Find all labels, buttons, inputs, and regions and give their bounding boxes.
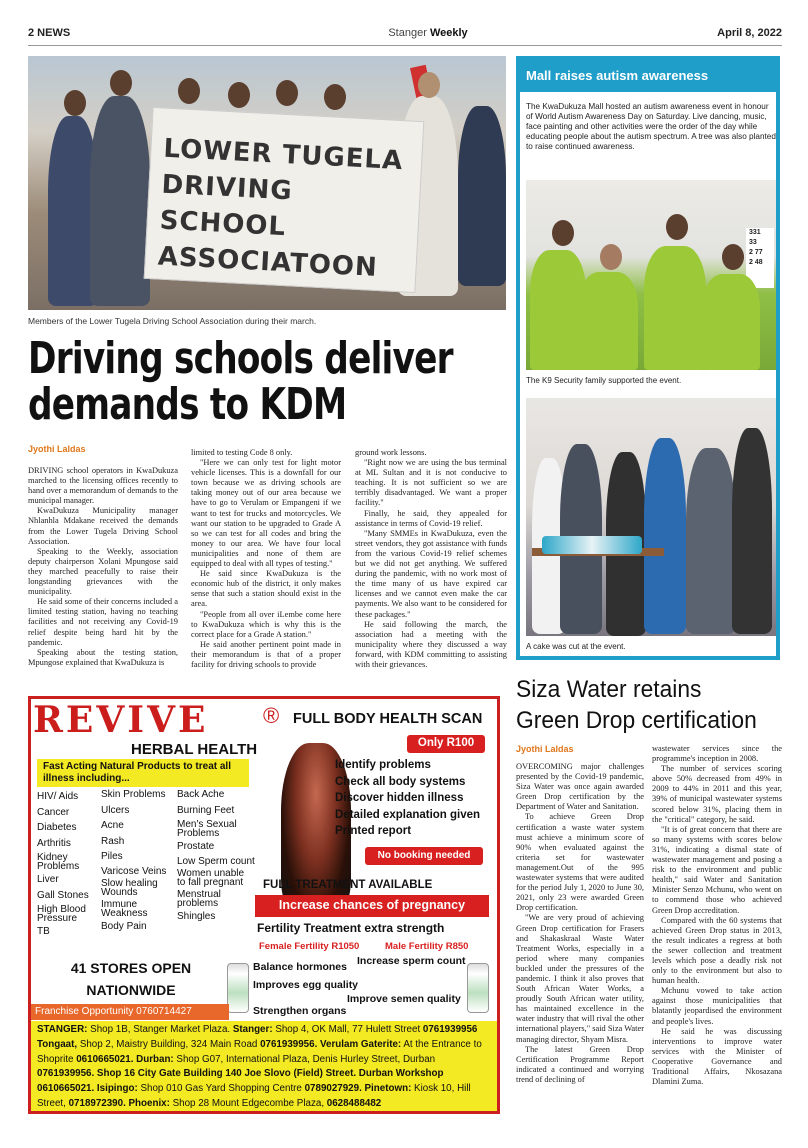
protest-banner bbox=[144, 107, 425, 293]
condition-item: HIV/ Aids bbox=[37, 791, 79, 802]
paragraph: wastewater services since the programme's inception in 2008. bbox=[652, 744, 782, 764]
fast-acting-banner: Fast Acting Natural Products to treat all illness including... bbox=[37, 759, 249, 787]
scan-benefit: Identify problems bbox=[335, 759, 431, 771]
condition-item: Low Sperm count bbox=[177, 855, 255, 867]
address-text: At the Entrance to Shoprite bbox=[37, 1038, 482, 1065]
marcher bbox=[90, 96, 150, 306]
condition-item: Men's Sexual Problems bbox=[177, 819, 237, 839]
condition-item: Prostate bbox=[177, 841, 215, 852]
siza-byline: Jyothi Laldas bbox=[516, 744, 574, 754]
banner-text: LOWER TUGELA DRIVING SCHOOL ASSOCIATOON bbox=[157, 133, 404, 283]
condition-item: Rash bbox=[101, 835, 125, 847]
benefit-item: Strengthen organs bbox=[253, 1005, 347, 1017]
sidebar-caption-1: The K9 Security family supported the event. bbox=[526, 376, 682, 385]
store-addresses bbox=[31, 1021, 497, 1111]
marcher-head bbox=[228, 82, 250, 108]
paragraph: Speaking about the testing station, Mpungose explained that KwaDukuza is bbox=[28, 647, 178, 667]
condition-item: Varicose Veins bbox=[101, 865, 167, 877]
address-bold: Stanger: bbox=[232, 1024, 273, 1035]
address-bold: Tongaat, bbox=[37, 1038, 78, 1050]
person bbox=[702, 274, 760, 370]
paragraph: "We are very proud of achieving Green Drop certification for Frasers and Shakaskraal Waste Water Treatment Works, especially in a period where many companies buckled under the pressures of the pandemic. I think it also proves that South African Water Works, a proudly South African water utility, has maintained excellence in the water industry that will rival the other international players," said Siza Water managing director, Shyam Misra. bbox=[516, 913, 644, 1044]
person-head bbox=[722, 244, 744, 270]
k9-family-photo bbox=[526, 180, 776, 370]
paragraph: Speaking to the Weekly, association deputy chairperson Xolani Mpungose said they marched peacefully to raise their longstanding grievances with the municipality. bbox=[28, 546, 178, 597]
sidebar-text: The KwaDukuza Mall hosted an autism awareness event in honour of World Autism Awareness Day on Saturday. Live dancing, music, face painting and other activities were the order of the day while educating people about the autism spectrum. A tree was also planted to raise continued awareness. bbox=[526, 102, 776, 151]
condition-item: Women unable to fall pregnant bbox=[177, 867, 245, 888]
page-header bbox=[28, 24, 782, 46]
siza-headline-line1: Siza Water retains bbox=[516, 676, 702, 703]
benefit-item: Improves egg quality bbox=[253, 979, 359, 991]
person bbox=[732, 428, 772, 634]
address-text: Shop G07, International Plaza, Denis Hurley Street, Durban bbox=[173, 1053, 436, 1065]
paragraph: The latest Green Drop Certification Programme Report indicated a continued and worrying trend of declining of bbox=[516, 1044, 644, 1084]
full-body-scan-label: FULL BODY HEALTH SCAN bbox=[293, 711, 483, 727]
revive-advert bbox=[28, 696, 500, 1114]
main-headline-line2: demands to KDM bbox=[28, 379, 347, 430]
issue-date: April 8, 2022 bbox=[717, 27, 782, 39]
condition-item: Gall Stones bbox=[37, 889, 89, 901]
paragraph: OVERCOMING major challenges presented by the Covid-19 pandemic, Siza Water was once again awarded Green Drop certification by the Department of Water and Sanitation. bbox=[516, 762, 644, 812]
condition-item: Arthritis bbox=[37, 837, 71, 849]
condition-item: Liver bbox=[37, 874, 59, 885]
condition-item: TB bbox=[37, 926, 50, 937]
cake bbox=[542, 536, 642, 554]
female-fertility-price: Female Fertility R1050 bbox=[259, 941, 360, 952]
person bbox=[644, 438, 686, 634]
fertility-label: Fertility Treatment extra strength bbox=[257, 921, 445, 935]
main-column-2 bbox=[191, 448, 341, 680]
person-head bbox=[552, 220, 574, 246]
condition-item: Immune Weakness bbox=[101, 898, 148, 919]
paragraph: Mchunu vowed to take action against those municipalities that blatantly jeopardised the environment and people's lives. bbox=[652, 986, 782, 1026]
address-bold: 0718972390. Phoenix: bbox=[68, 1097, 170, 1109]
paragraph: He said some of their concerns included a limited testing station, having no teaching facilities and not receiving any Covid-19 relief despite being hard hit by the pandemic. bbox=[28, 597, 178, 647]
revive-logo: REVIVE bbox=[33, 699, 209, 741]
scan-benefit: Printed report bbox=[335, 825, 412, 837]
address-bold: Verulam Gaterite: bbox=[320, 1038, 402, 1050]
condition-item: Burning Feet bbox=[177, 804, 235, 816]
pregnancy-banner: Increase chances of pregnancy bbox=[255, 895, 489, 917]
conditions-list-2 bbox=[101, 789, 175, 933]
marcher-head bbox=[324, 84, 346, 110]
person bbox=[686, 448, 736, 634]
paragraph: He said following the march, the association had a meeting with the municipality where they discussed a way forward, with KDM committing to assisting with their grievances. bbox=[355, 619, 507, 669]
siza-column-2 bbox=[652, 744, 782, 1118]
marcher-head bbox=[64, 90, 86, 116]
sidebar-title: Mall raises autism awareness bbox=[520, 60, 776, 92]
paragraph: DRIVING school operators in KwaDukuza marched to the licensing offices recently to hand over a memorandum of demands to the municipal manager. bbox=[28, 466, 178, 506]
address-text: Shop 2, Maistry Building, 324 Main Road bbox=[77, 1038, 261, 1050]
full-treatment-label: FULL TREATMENT AVAILABLE bbox=[263, 879, 433, 891]
condition-item: Ulcers bbox=[101, 804, 130, 816]
sign-line: 2 48 bbox=[749, 259, 763, 266]
address-text: Shop 1B, Stanger Market Plaza. bbox=[87, 1024, 233, 1035]
page-section: 2 NEWS bbox=[28, 27, 71, 39]
person bbox=[644, 246, 706, 370]
publication-name-a: Stanger bbox=[388, 27, 430, 39]
autism-sidebar bbox=[516, 56, 780, 660]
benefit-item: Improve semen quality bbox=[347, 993, 461, 1005]
main-column-1 bbox=[28, 466, 178, 680]
siza-column-1 bbox=[516, 762, 644, 1118]
registered-mark: ® bbox=[263, 703, 280, 728]
address-bold: 0761939956. Shop 16 City Gate Building 140 Joe Slovo (Field) Street. Durban Workshop 0610665021. Isipingo: bbox=[37, 1068, 444, 1095]
condition-item: Piles bbox=[101, 851, 123, 862]
march-photo bbox=[28, 56, 506, 310]
paragraph: The number of services scoring above 50% decreased from 49% in 2009 to 44% in 2011 and this year, 39% of municipal wastewater systems scored below 31%, placing them in the "critical" category, he said. bbox=[652, 764, 782, 824]
sidebar-caption-2: A cake was cut at the event. bbox=[526, 642, 626, 651]
condition-item: Body Pain bbox=[101, 920, 147, 932]
benefit-item: Increase sperm count bbox=[357, 955, 466, 967]
condition-item: Diabetes bbox=[37, 822, 77, 833]
condition-item: Kidney Problems bbox=[37, 852, 80, 872]
main-headline-line1: Driving schools deliver bbox=[28, 333, 453, 384]
address-bold: STANGER: bbox=[37, 1024, 88, 1035]
condition-item: Acne bbox=[101, 820, 124, 831]
marcher-head bbox=[276, 80, 298, 106]
scan-benefit: Discover hidden illness bbox=[335, 792, 464, 804]
marcher-head bbox=[178, 78, 200, 104]
publication-name bbox=[368, 27, 488, 39]
cake-photo bbox=[526, 398, 776, 636]
marcher-head bbox=[418, 72, 440, 98]
scan-benefit: Check all body systems bbox=[335, 775, 466, 788]
no-booking-badge: No booking needed bbox=[365, 847, 483, 865]
main-byline: Jyothi Laldas bbox=[28, 444, 86, 454]
main-column-3 bbox=[355, 448, 507, 680]
address-text: Shop 010 Gas Yard Shopping Centre bbox=[137, 1083, 305, 1095]
condition-item: Slow healing Wounds bbox=[101, 877, 158, 898]
product-bottle bbox=[227, 963, 249, 1013]
paragraph: KwaDukuza Municipality manager Nhlanhla Mdakane received the demands from the Lower Tugela Driving School Association. bbox=[28, 506, 178, 546]
condition-item: Cancer bbox=[37, 806, 70, 818]
paragraph: "It is of great concern that there are so many systems with scores below 31%, indicating a dismal state of wastewater management and posing a risk to the environment and public health," said Water and Sanitation Minister Senzo Mchunu, who went on to commend those who achieved Green Drop accreditation. bbox=[652, 824, 782, 915]
address-text: Shop 28 Mount Edgecombe Plaza, bbox=[169, 1097, 327, 1109]
paragraph: "People from all over iLembe come here to KwaDukuza which is why this is the correct place for a Grade A station." bbox=[191, 609, 341, 639]
person bbox=[578, 272, 638, 370]
paragraph: Compared with the 60 systems that achieved Green Drop status in 2013, the result indicates a regress at both the sewer collection and treatment levels which pose a deadly risk not only to the environment but also to human health. bbox=[652, 915, 782, 986]
sign-line: 33 bbox=[749, 239, 757, 246]
condition-item: High Blood Pressure bbox=[37, 904, 86, 924]
condition-item: Shingles bbox=[177, 910, 216, 922]
scan-benefits bbox=[335, 757, 480, 840]
conditions-list-3 bbox=[177, 789, 255, 923]
marcher-head bbox=[110, 70, 132, 96]
franchise-line: Franchise Opportunity 0760714427 bbox=[31, 1004, 229, 1020]
paragraph: He said he was discussing interventions to improve water services with the Minister of Cooperative Governance and Traditional Affairs, Nkosazana Dlamini Zuma. bbox=[652, 1026, 782, 1087]
paragraph: To achieve Green Drop certification a waste water system must achieve a minimum score of 90% when evaluated against the criteria set for wastewater management.Out of the 995 wastewater systems that were audited for the period July 1, 2020 to June 30, 2021, only 23 were awarded Green Drop certification. bbox=[516, 812, 644, 913]
person-head bbox=[600, 244, 622, 270]
paragraph: "Right now we are using the bus terminal at ML Sultan and it is not conducive to teaching. It is not sufficient so we are terribly disadvantaged. We want a proper facility." bbox=[355, 458, 507, 508]
paragraph: Finally, he said, they appealed for assistance in terms of Covid-19 relief. bbox=[355, 508, 507, 528]
paragraph: ground work lessons. bbox=[355, 448, 427, 457]
scan-benefit: Detailed explanation given bbox=[335, 808, 481, 821]
condition-item: Menstrual problems bbox=[177, 888, 221, 909]
siza-headline bbox=[516, 674, 773, 736]
herbal-health-label: HERBAL HEALTH bbox=[131, 741, 258, 758]
paragraph: limited to testing Code 8 only. bbox=[191, 448, 293, 457]
paragraph: "Many SMMEs in KwaDukuza, even the street vendors, they got assistance with funds from the various Covid-19 relief schemes but we did not get anything. We suffered during the pandemic, with no work most of the time many of us have expired car licenses and we cannot even make the car payments. We also want to be considered for these packages." bbox=[355, 528, 507, 619]
product-bottle bbox=[467, 963, 489, 1013]
address-bold: 0761939956. bbox=[260, 1038, 318, 1050]
siza-headline-line2: Green Drop certification bbox=[516, 707, 757, 734]
publication-name-b: Weekly bbox=[429, 27, 468, 39]
paragraph: He said another pertinent point made in their memorandum is that of a proper facility for driving schools to provide bbox=[191, 639, 341, 669]
paragraph: "Here we can only test for light motor vehicle licenses. This is a downfall for our town because we as driving schools are taking money out of our area because we have to go to Verulam or Empangeni if we want to test for trucks and motorcycles. We want our station to be upgraded to Grade A so we can test for all codes and bring the money to our area. We have four local municipalities and none of them are equipped to deal with all types of testing." bbox=[191, 458, 341, 569]
conditions-list-1 bbox=[37, 791, 103, 939]
address-text: Kiosk 10, Hill Street, bbox=[37, 1083, 471, 1109]
address-bold: 0628488482 bbox=[326, 1097, 382, 1109]
sign-line: 331 bbox=[749, 229, 761, 236]
person-head bbox=[666, 214, 688, 240]
male-fertility-price: Male Fertility R850 bbox=[385, 941, 469, 952]
condition-item: Skin Problems bbox=[101, 789, 166, 800]
address-text: Shop 4, OK Mall, 77 Hulett Street bbox=[272, 1024, 423, 1035]
marcher bbox=[458, 106, 506, 286]
stores-open-label: 41 STORES OPEN NATIONWIDE bbox=[70, 960, 192, 998]
scan-price-badge: Only R100 bbox=[407, 735, 485, 753]
march-photo-caption: Members of the Lower Tugela Driving School Association during their march. bbox=[28, 316, 317, 326]
address-bold: 0789027929. Pinetown: bbox=[304, 1083, 412, 1095]
condition-item: Back Ache bbox=[177, 789, 225, 800]
benefit-item: Balance hormones bbox=[253, 961, 347, 973]
sign-line: 2 77 bbox=[749, 249, 763, 256]
address-bold: 0761939956 bbox=[422, 1024, 478, 1035]
main-headline bbox=[28, 333, 453, 430]
address-bold: 0610665021. Durban: bbox=[76, 1053, 174, 1065]
paragraph: He said since KwaDukuza is the economic hub of the district, it only makes sense that such a station should exist in the area. bbox=[191, 569, 341, 609]
